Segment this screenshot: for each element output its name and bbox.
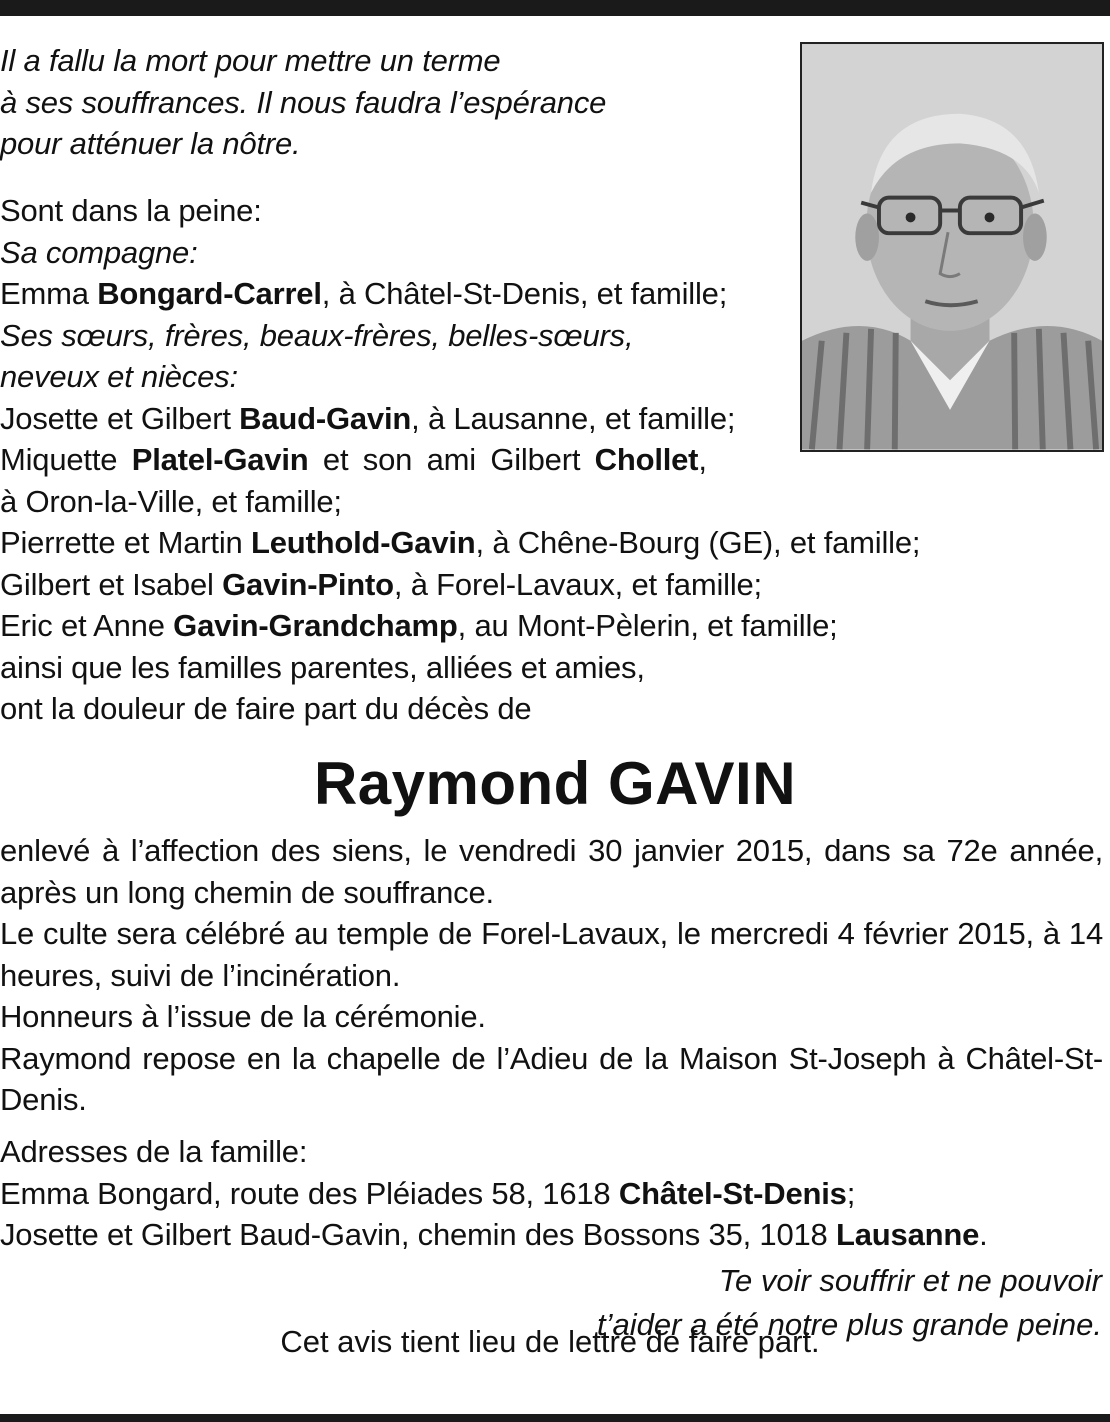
mourner-entry: Eric et Anne Gavin-Grandchamp, au Mont-Pèlerin, et famille; bbox=[0, 608, 838, 643]
opening-quote-line: Il a fallu la mort pour mettre un terme bbox=[0, 43, 501, 78]
mourner-entry: à Oron-la-Ville, et famille; bbox=[0, 483, 342, 519]
closing-quote-line: t’aider a été notre plus grande peine. bbox=[597, 1307, 1102, 1342]
mourner-entry: Gilbert et Isabel Gavin-Pinto, à Forel-Lavaux, et famille; bbox=[0, 566, 762, 602]
addresses-heading: Adresses de la famille: bbox=[0, 1134, 308, 1169]
mourner-entry: Miquette Platel-Gavin et son ami Gilbert Chollet, bbox=[0, 442, 707, 477]
families-line: ainsi que les familles parentes, alliées et amies, bbox=[0, 649, 645, 685]
opening-quote bbox=[0, 40, 606, 165]
mourners-list bbox=[0, 190, 920, 730]
addresses-block bbox=[0, 1131, 988, 1256]
announce-line: ont la douleur de faire part du décès de bbox=[0, 691, 532, 726]
opening-quote-line: pour atténuer la nôtre. bbox=[0, 126, 301, 161]
opening-quote-line: à ses souffrances. Il nous faudra l’espérance bbox=[0, 84, 607, 120]
address-line: Emma Bongard, route des Pléiades 58, 1618 Châtel-St-Denis; bbox=[0, 1175, 856, 1211]
closing-note: Cet avis tient lieu de lettre de faire part. bbox=[280, 1324, 820, 1359]
detail-paragraph: Le culte sera célébré au temple de Forel-Lavaux, le mercredi 4 février 2015, à 14 heures, suivi de l’incinération. bbox=[0, 916, 1103, 993]
detail-paragraph: enlevé à l’affection des siens, le vendredi 30 janvier 2015, dans sa 72e année, après un long chemin de souffrance. bbox=[0, 833, 1103, 910]
bottom-rule bbox=[0, 1414, 1110, 1422]
detail-paragraph: Honneurs à l’issue de la cérémonie. bbox=[0, 999, 486, 1034]
details-block bbox=[0, 830, 1103, 1121]
partner-heading: Sa compagne: bbox=[0, 234, 198, 270]
partner-entry: Emma Bongard-Carrel, à Châtel-St-Denis, et famille; bbox=[0, 276, 728, 311]
mourners-intro: Sont dans la peine: bbox=[0, 193, 262, 228]
siblings-heading: neveux et nièces: bbox=[0, 359, 238, 394]
mourner-entry: Josette et Gilbert Baud-Gavin, à Lausanne, et famille; bbox=[0, 400, 736, 436]
mourner-entry: Pierrette et Martin Leuthold-Gavin, à Chêne-Bourg (GE), et famille; bbox=[0, 525, 921, 560]
address-line: Josette et Gilbert Baud-Gavin, chemin des Bossons 35, 1018 Lausanne. bbox=[0, 1217, 988, 1252]
closing-quote-line: Te voir souffrir et ne pouvoir bbox=[718, 1263, 1102, 1298]
detail-paragraph: Raymond repose en la chapelle de l’Adieu de la Maison St-Joseph à Châtel-St-Denis. bbox=[0, 1040, 1103, 1117]
siblings-heading: Ses sœurs, frères, beaux-frères, belles-sœurs, bbox=[0, 317, 634, 353]
top-rule bbox=[0, 0, 1110, 16]
deceased-name: Raymond GAVIN bbox=[313, 750, 797, 817]
